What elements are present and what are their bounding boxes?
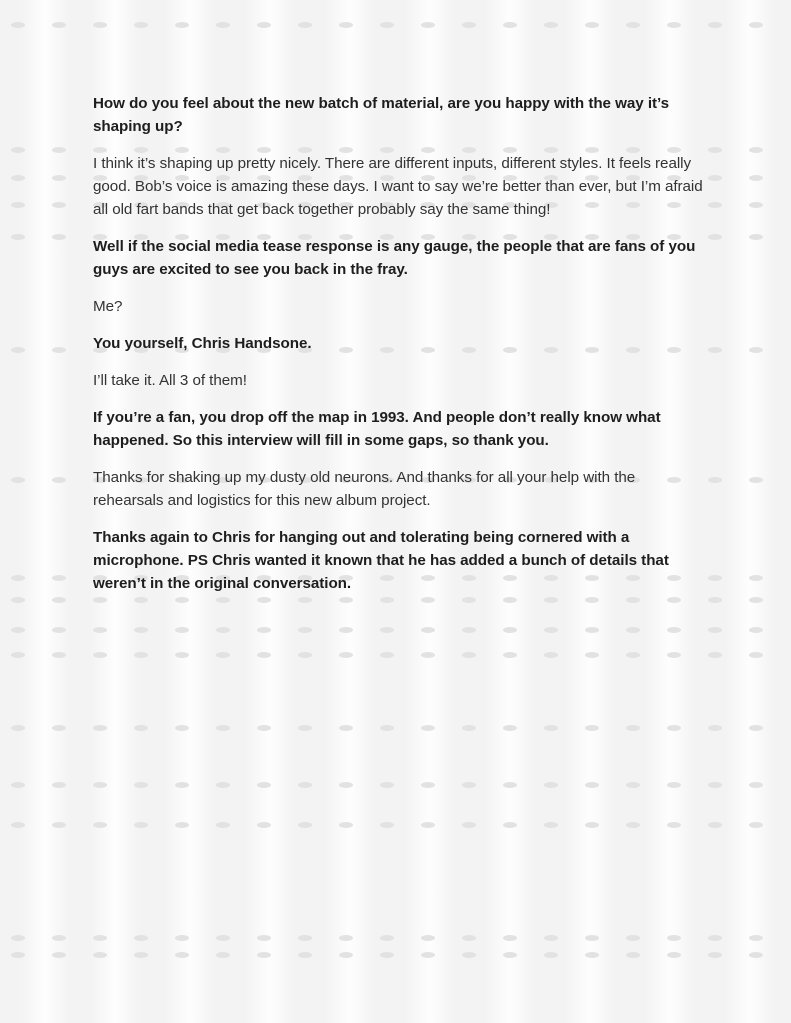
- background-dot: [93, 935, 107, 941]
- background-dot: [11, 725, 25, 731]
- background-dot: [52, 935, 66, 941]
- background-dot: [708, 175, 722, 181]
- background-dot: [11, 597, 25, 603]
- background-stripe: [725, 0, 775, 1023]
- background-dot: [421, 935, 435, 941]
- answer-paragraph: Me?: [93, 298, 123, 315]
- answer-paragraph: I think it’s shaping up pretty nicely. There are different inputs, different styles. It feels really good. Bob’s voice is amazing these days. I want to say we’re better than ever, but I’m afraid all old fart bands that get back together probably say the same thing!: [93, 155, 703, 218]
- background-dot: [708, 952, 722, 958]
- background-dot: [380, 22, 394, 28]
- background-dot: [708, 477, 722, 483]
- background-dot: [585, 935, 599, 941]
- background-dot: [462, 822, 476, 828]
- background-dot: [626, 22, 640, 28]
- background-dot: [52, 952, 66, 958]
- background-dot: [462, 22, 476, 28]
- background-dot: [175, 782, 189, 788]
- background-dot: [749, 597, 763, 603]
- answer-paragraph: I’ll take it. All 3 of them!: [93, 372, 247, 389]
- background-dot: [626, 652, 640, 658]
- background-dot: [626, 782, 640, 788]
- background-dot: [585, 627, 599, 633]
- background-dot: [52, 202, 66, 208]
- background-dot: [749, 147, 763, 153]
- background-dot: [667, 822, 681, 828]
- background-dot: [298, 952, 312, 958]
- background-dot: [503, 952, 517, 958]
- background-dot: [52, 234, 66, 240]
- background-dot: [298, 822, 312, 828]
- background-dot: [708, 22, 722, 28]
- background-dot: [667, 952, 681, 958]
- background-dot: [175, 822, 189, 828]
- background-dot: [421, 627, 435, 633]
- background-dot: [667, 782, 681, 788]
- background-dot: [749, 575, 763, 581]
- background-dot: [708, 347, 722, 353]
- background-dot: [216, 22, 230, 28]
- background-dot: [544, 22, 558, 28]
- background-dot: [380, 652, 394, 658]
- background-dot: [257, 22, 271, 28]
- background-dot: [380, 952, 394, 958]
- background-dot: [708, 202, 722, 208]
- question-paragraph: How do you feel about the new batch of material, are you happy with the way it’s shaping up?: [93, 95, 670, 135]
- background-dot: [257, 627, 271, 633]
- background-stripe: [20, 0, 70, 1023]
- background-dot: [544, 627, 558, 633]
- background-dot: [298, 627, 312, 633]
- background-dot: [134, 782, 148, 788]
- background-dot: [462, 627, 476, 633]
- background-dot: [11, 175, 25, 181]
- background-dot: [749, 782, 763, 788]
- background-dot: [257, 822, 271, 828]
- background-dot: [93, 782, 107, 788]
- background-dot: [626, 627, 640, 633]
- background-dot: [503, 627, 517, 633]
- background-dot: [421, 725, 435, 731]
- background-dot: [421, 952, 435, 958]
- background-dot: [52, 347, 66, 353]
- background-dot: [257, 725, 271, 731]
- background-dot: [339, 652, 353, 658]
- background-dot: [749, 935, 763, 941]
- background-dot: [667, 652, 681, 658]
- background-dot: [93, 725, 107, 731]
- background-dot: [339, 782, 353, 788]
- background-dot: [708, 652, 722, 658]
- background-dot: [11, 202, 25, 208]
- background-dot: [52, 22, 66, 28]
- background-dot: [52, 822, 66, 828]
- answer-paragraph: Thanks for shaking up my dusty old neurons. And thanks for all your help with the rehearsals and logistics for this new album project.: [93, 469, 636, 509]
- background-dot: [216, 725, 230, 731]
- background-dot: [749, 725, 763, 731]
- background-dot: [298, 22, 312, 28]
- background-dot: [503, 652, 517, 658]
- background-dot: [175, 22, 189, 28]
- background-dot: [216, 627, 230, 633]
- background-dot: [11, 477, 25, 483]
- background-dot: [585, 782, 599, 788]
- background-dot: [298, 725, 312, 731]
- question-paragraph: If you’re a fan, you drop off the map in 1993. And people don’t really know what happened. So this interview will fill in some gaps, so thank you.: [93, 409, 661, 449]
- background-dot: [11, 627, 25, 633]
- background-dot: [749, 652, 763, 658]
- background-dot: [93, 952, 107, 958]
- background-dot: [93, 627, 107, 633]
- background-dot: [749, 175, 763, 181]
- background-dot: [11, 234, 25, 240]
- background-dot: [708, 935, 722, 941]
- background-dot: [708, 822, 722, 828]
- background-dot: [749, 822, 763, 828]
- background-dot: [52, 725, 66, 731]
- background-dot: [544, 725, 558, 731]
- background-dot: [421, 652, 435, 658]
- background-dot: [216, 952, 230, 958]
- background-dot: [544, 782, 558, 788]
- background-dot: [585, 725, 599, 731]
- background-dot: [708, 627, 722, 633]
- interview-body: [93, 92, 703, 609]
- background-dot: [380, 782, 394, 788]
- background-dot: [585, 652, 599, 658]
- background-dot: [503, 725, 517, 731]
- question-paragraph: Thanks again to Chris for hanging out and tolerating being cornered with a microphone. PS Chris wanted it known that he has added a bunch of details that weren’t in the original conversation.: [93, 529, 669, 592]
- background-dot: [339, 22, 353, 28]
- background-dot: [749, 234, 763, 240]
- background-dot: [52, 652, 66, 658]
- question-paragraph: Well if the social media tease response is any gauge, the people that are fans of you guys are excited to see you back in the fray.: [93, 238, 696, 278]
- background-dot: [585, 822, 599, 828]
- background-dot: [175, 725, 189, 731]
- background-dot: [52, 175, 66, 181]
- background-dot: [11, 782, 25, 788]
- background-dot: [134, 952, 148, 958]
- background-dot: [175, 627, 189, 633]
- background-dot: [134, 725, 148, 731]
- background-dot: [216, 652, 230, 658]
- background-dot: [667, 725, 681, 731]
- background-dot: [708, 234, 722, 240]
- background-dot: [544, 952, 558, 958]
- background-dot: [626, 822, 640, 828]
- background-dot: [667, 935, 681, 941]
- background-dot: [626, 725, 640, 731]
- background-dot: [216, 782, 230, 788]
- background-dot: [11, 935, 25, 941]
- question-paragraph: You yourself, Chris Handsone.: [93, 335, 312, 352]
- background-dot: [11, 652, 25, 658]
- background-dot: [708, 725, 722, 731]
- background-dot: [462, 952, 476, 958]
- background-dot: [380, 822, 394, 828]
- background-dot: [462, 652, 476, 658]
- background-dot: [52, 147, 66, 153]
- background-dot: [298, 935, 312, 941]
- background-dot: [749, 347, 763, 353]
- background-dot: [11, 822, 25, 828]
- background-dot: [749, 627, 763, 633]
- background-dot: [339, 935, 353, 941]
- background-dot: [134, 822, 148, 828]
- background-dot: [503, 822, 517, 828]
- background-dot: [339, 952, 353, 958]
- background-dot: [462, 935, 476, 941]
- background-dot: [52, 477, 66, 483]
- background-dot: [462, 725, 476, 731]
- background-dot: [503, 22, 517, 28]
- background-dot: [257, 935, 271, 941]
- background-dot: [93, 22, 107, 28]
- background-dot: [52, 782, 66, 788]
- background-dot: [11, 575, 25, 581]
- background-dot: [380, 627, 394, 633]
- background-dot: [544, 935, 558, 941]
- background-dot: [52, 627, 66, 633]
- background-dot: [708, 597, 722, 603]
- background-dot: [134, 935, 148, 941]
- background-dot: [298, 652, 312, 658]
- background-dot: [93, 652, 107, 658]
- background-dot: [626, 952, 640, 958]
- background-dot: [339, 627, 353, 633]
- background-dot: [134, 627, 148, 633]
- background-dot: [626, 935, 640, 941]
- background-dot: [134, 652, 148, 658]
- background-dot: [749, 477, 763, 483]
- background-dot: [708, 575, 722, 581]
- background-dot: [544, 822, 558, 828]
- background-dot: [175, 935, 189, 941]
- background-dot: [11, 22, 25, 28]
- background-dot: [503, 935, 517, 941]
- background-dot: [93, 822, 107, 828]
- background-dot: [257, 782, 271, 788]
- background-dot: [11, 147, 25, 153]
- background-dot: [503, 782, 517, 788]
- background-dot: [421, 782, 435, 788]
- background-dot: [544, 652, 558, 658]
- background-dot: [667, 627, 681, 633]
- background-dot: [216, 822, 230, 828]
- background-dot: [585, 22, 599, 28]
- background-dot: [667, 22, 681, 28]
- background-dot: [421, 822, 435, 828]
- background-dot: [52, 597, 66, 603]
- background-dot: [749, 22, 763, 28]
- background-dot: [421, 22, 435, 28]
- background-dot: [257, 652, 271, 658]
- background-dot: [339, 822, 353, 828]
- background-dot: [11, 347, 25, 353]
- background-dot: [708, 147, 722, 153]
- background-dot: [708, 782, 722, 788]
- background-dot: [380, 725, 394, 731]
- background-dot: [257, 952, 271, 958]
- background-dot: [298, 782, 312, 788]
- background-dot: [380, 935, 394, 941]
- background-dot: [175, 652, 189, 658]
- background-dot: [749, 952, 763, 958]
- background-dot: [462, 782, 476, 788]
- background-dot: [339, 725, 353, 731]
- background-dot: [175, 952, 189, 958]
- background-dot: [585, 952, 599, 958]
- background-dot: [11, 952, 25, 958]
- background-dot: [134, 22, 148, 28]
- background-dot: [749, 202, 763, 208]
- background-dot: [216, 935, 230, 941]
- background-dot: [52, 575, 66, 581]
